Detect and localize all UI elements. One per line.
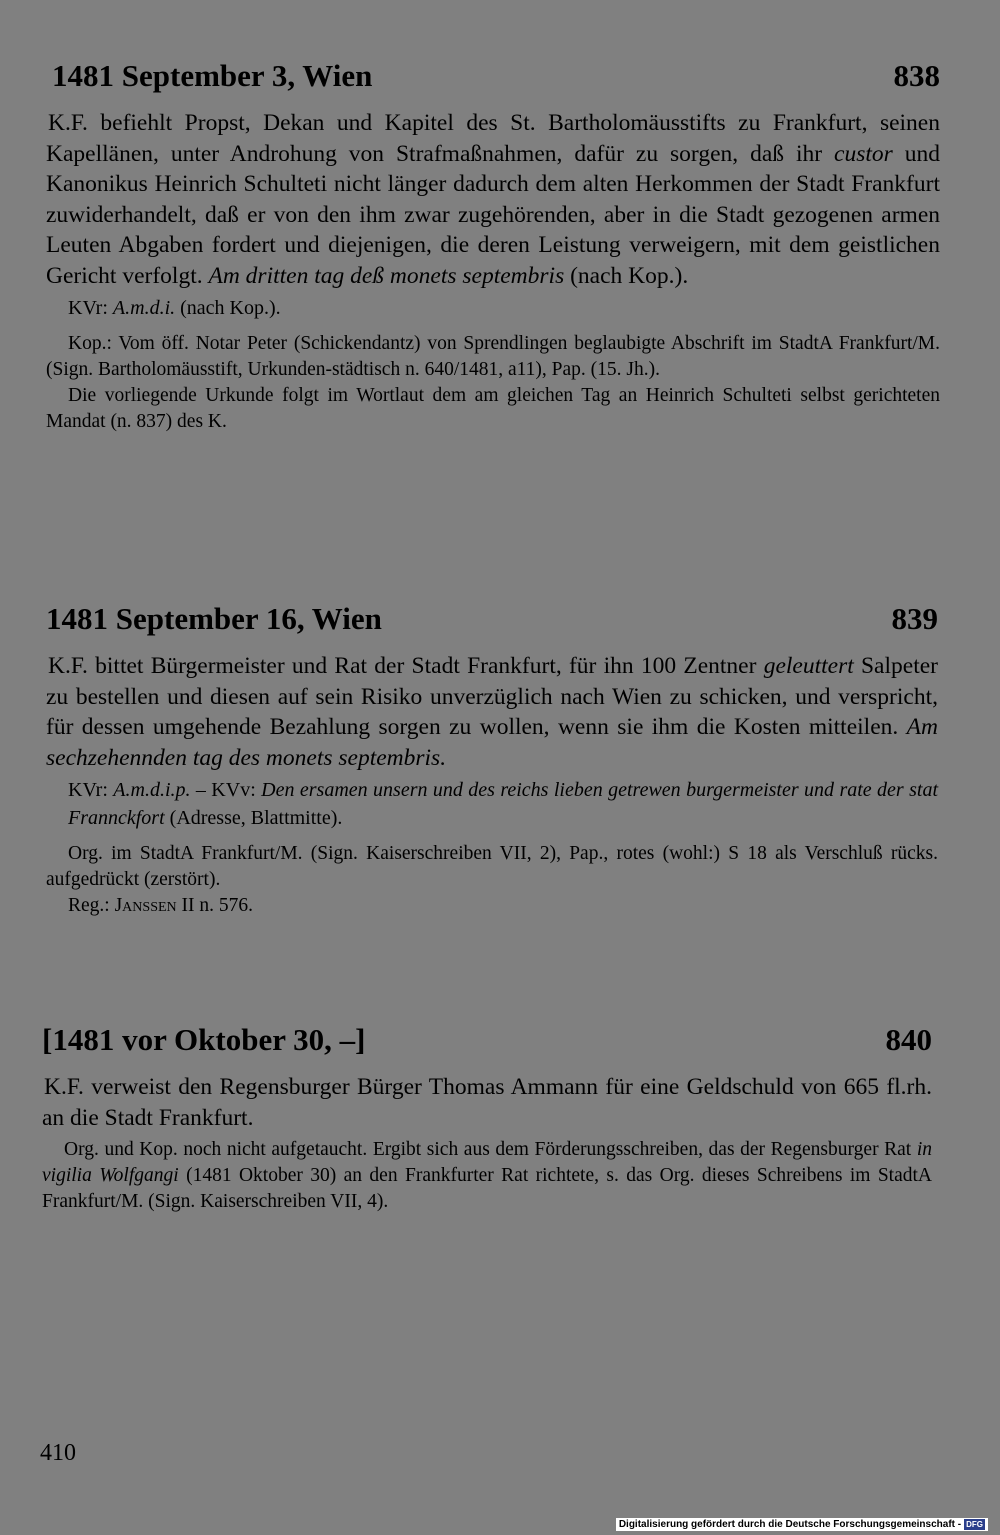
entry-notes: [46, 841, 938, 919]
note-paragraph: Die vorliegende Urkunde folgt im Wortlaut dem am gleichen Tag an Heinrich Schulteti selbst gerichteten Mandat (n. 837) des K.: [46, 385, 940, 432]
entry-summary: [42, 1072, 932, 1133]
entry-heading: [52, 58, 940, 94]
note-paragraph: [46, 893, 938, 919]
note-text: (1481 Oktober 30) an den Frankfurter Rat richtete, s. das Org. dieses Schreibens im StadtA Frankfurt/M. (Sign. Kaiserschreiben VII, 4).: [42, 1165, 932, 1212]
kvv-italic: Den ersamen unsern und des reichs lieben getrewen burgermeister und rate der stat Frannckfort: [68, 779, 938, 829]
note-paragraph: [42, 1137, 932, 1215]
entry-date: [1481 vor Oktober 30, –]: [42, 1022, 366, 1057]
note-italic: in vigilia Wolfgangi: [42, 1139, 932, 1186]
summary-italic: custor: [834, 140, 893, 167]
entry-840: [42, 1022, 932, 1215]
entry-number: 838: [893, 58, 940, 93]
page-number: 410: [40, 1440, 76, 1466]
kvr-italic: A.m.d.i.p.: [113, 779, 191, 801]
summary-text: K.F. verweist den Regensburger Bürger Thomas Ammann für eine Geldschuld von 665 fl.rh. an die Stadt Frankfurt.: [42, 1074, 932, 1131]
summary-italic: geleuttert: [763, 653, 854, 679]
note-paragraph: Org. im StadtA Frankfurt/M. (Sign. Kaiserschreiben VII, 2), Pap., rotes (wohl:) S 18 als Verschluß rücks. aufgedrückt (zerstört).: [46, 843, 938, 890]
kvv-label: – KVv:: [190, 779, 262, 801]
entry-number: 840: [885, 1022, 932, 1057]
entry-date: 1481 September 3, Wien: [52, 58, 373, 93]
dfg-logo-icon[interactable]: DFG: [966, 1520, 983, 1529]
summary-text: K.F. befiehlt Propst, Dekan und Kapitel des St. Bartholomäusstifts zu Frankfurt, seinen Kapellänen, unter Androhung von Strafmaßnahmen, dafür zu sorgen, daß ihr: [46, 110, 940, 167]
footer-text: Digitalisierung gefördert durch die Deutsche Forschungsgemeinschaft -: [618, 1519, 962, 1530]
entry-summary: [46, 108, 940, 291]
kvr-rest: (nach Kop.).: [175, 297, 281, 319]
note-paragraph: Kop.: Vom öff. Notar Peter (Schickendantz) von Sprendlingen beglaubigte Abschrift im StadtA Frankfurt/M. (Sign. Bartholomäusstift, Urkunden-städtisch n. 640/1481, a11), Pap. (15. Jh.).: [46, 333, 940, 380]
entry-838: [46, 58, 941, 435]
entry-date: 1481 September 16, Wien: [46, 601, 382, 636]
summary-date-italic: Am sechzehennden tag des monets septembris.: [46, 714, 938, 771]
entry-summary: [46, 651, 938, 773]
entry-heading: [42, 1022, 932, 1058]
reg-rest: II n. 576.: [176, 895, 254, 916]
kvr-line: [46, 294, 940, 322]
funding-footer: [616, 1518, 988, 1531]
summary-text: Salpeter zu bestellen und diesen auf sein Risiko unverzüglich nach Wien zu schicken, und verspricht, für dessen umgehende Bezahlung sorgen zu wollen, wenn sie ihm die Kosten mitteilen.: [46, 653, 938, 740]
entry-number: 839: [891, 601, 938, 636]
kvr-label: KVr:: [68, 297, 113, 319]
entry-notes: [46, 331, 940, 435]
entry-839: [46, 601, 938, 919]
summary-text: K.F. bittet Bürgermeister und Rat der Stadt Frankfurt, für ihn 100 Zentner: [48, 653, 764, 679]
reg-author: Janssen: [114, 895, 177, 916]
kvr-rest: (Adresse, Blattmitte).: [164, 807, 343, 829]
summary-date-italic: Am dritten tag deß monets septembris: [208, 262, 565, 289]
kvr-label: KVr:: [68, 779, 114, 801]
note-text: Org. und Kop. noch nicht aufgetaucht. Ergibt sich aus dem Förderungsschreiben, das der Regensburger Rat: [64, 1139, 917, 1160]
kvr-italic: A.m.d.i.: [112, 297, 176, 319]
entry-notes: [42, 1137, 932, 1215]
kvr-line: [46, 776, 938, 832]
summary-text: (nach Kop.).: [564, 262, 689, 289]
reg-label: Reg.:: [68, 895, 115, 916]
entry-heading: [46, 601, 938, 637]
summary-text: und Kanonikus Heinrich Schulteti nicht länger dadurch dem alten Herkommen der Stadt Frankfurt zuwiderhandelt, daß er von den ihm zwar zugehörenden, aber in die Stadt gezogenen armen Leuten Abgaben fordert und diejenigen, die deren Leistung verweigern, mit dem geistlichen Gericht verfolgt.: [46, 140, 941, 289]
